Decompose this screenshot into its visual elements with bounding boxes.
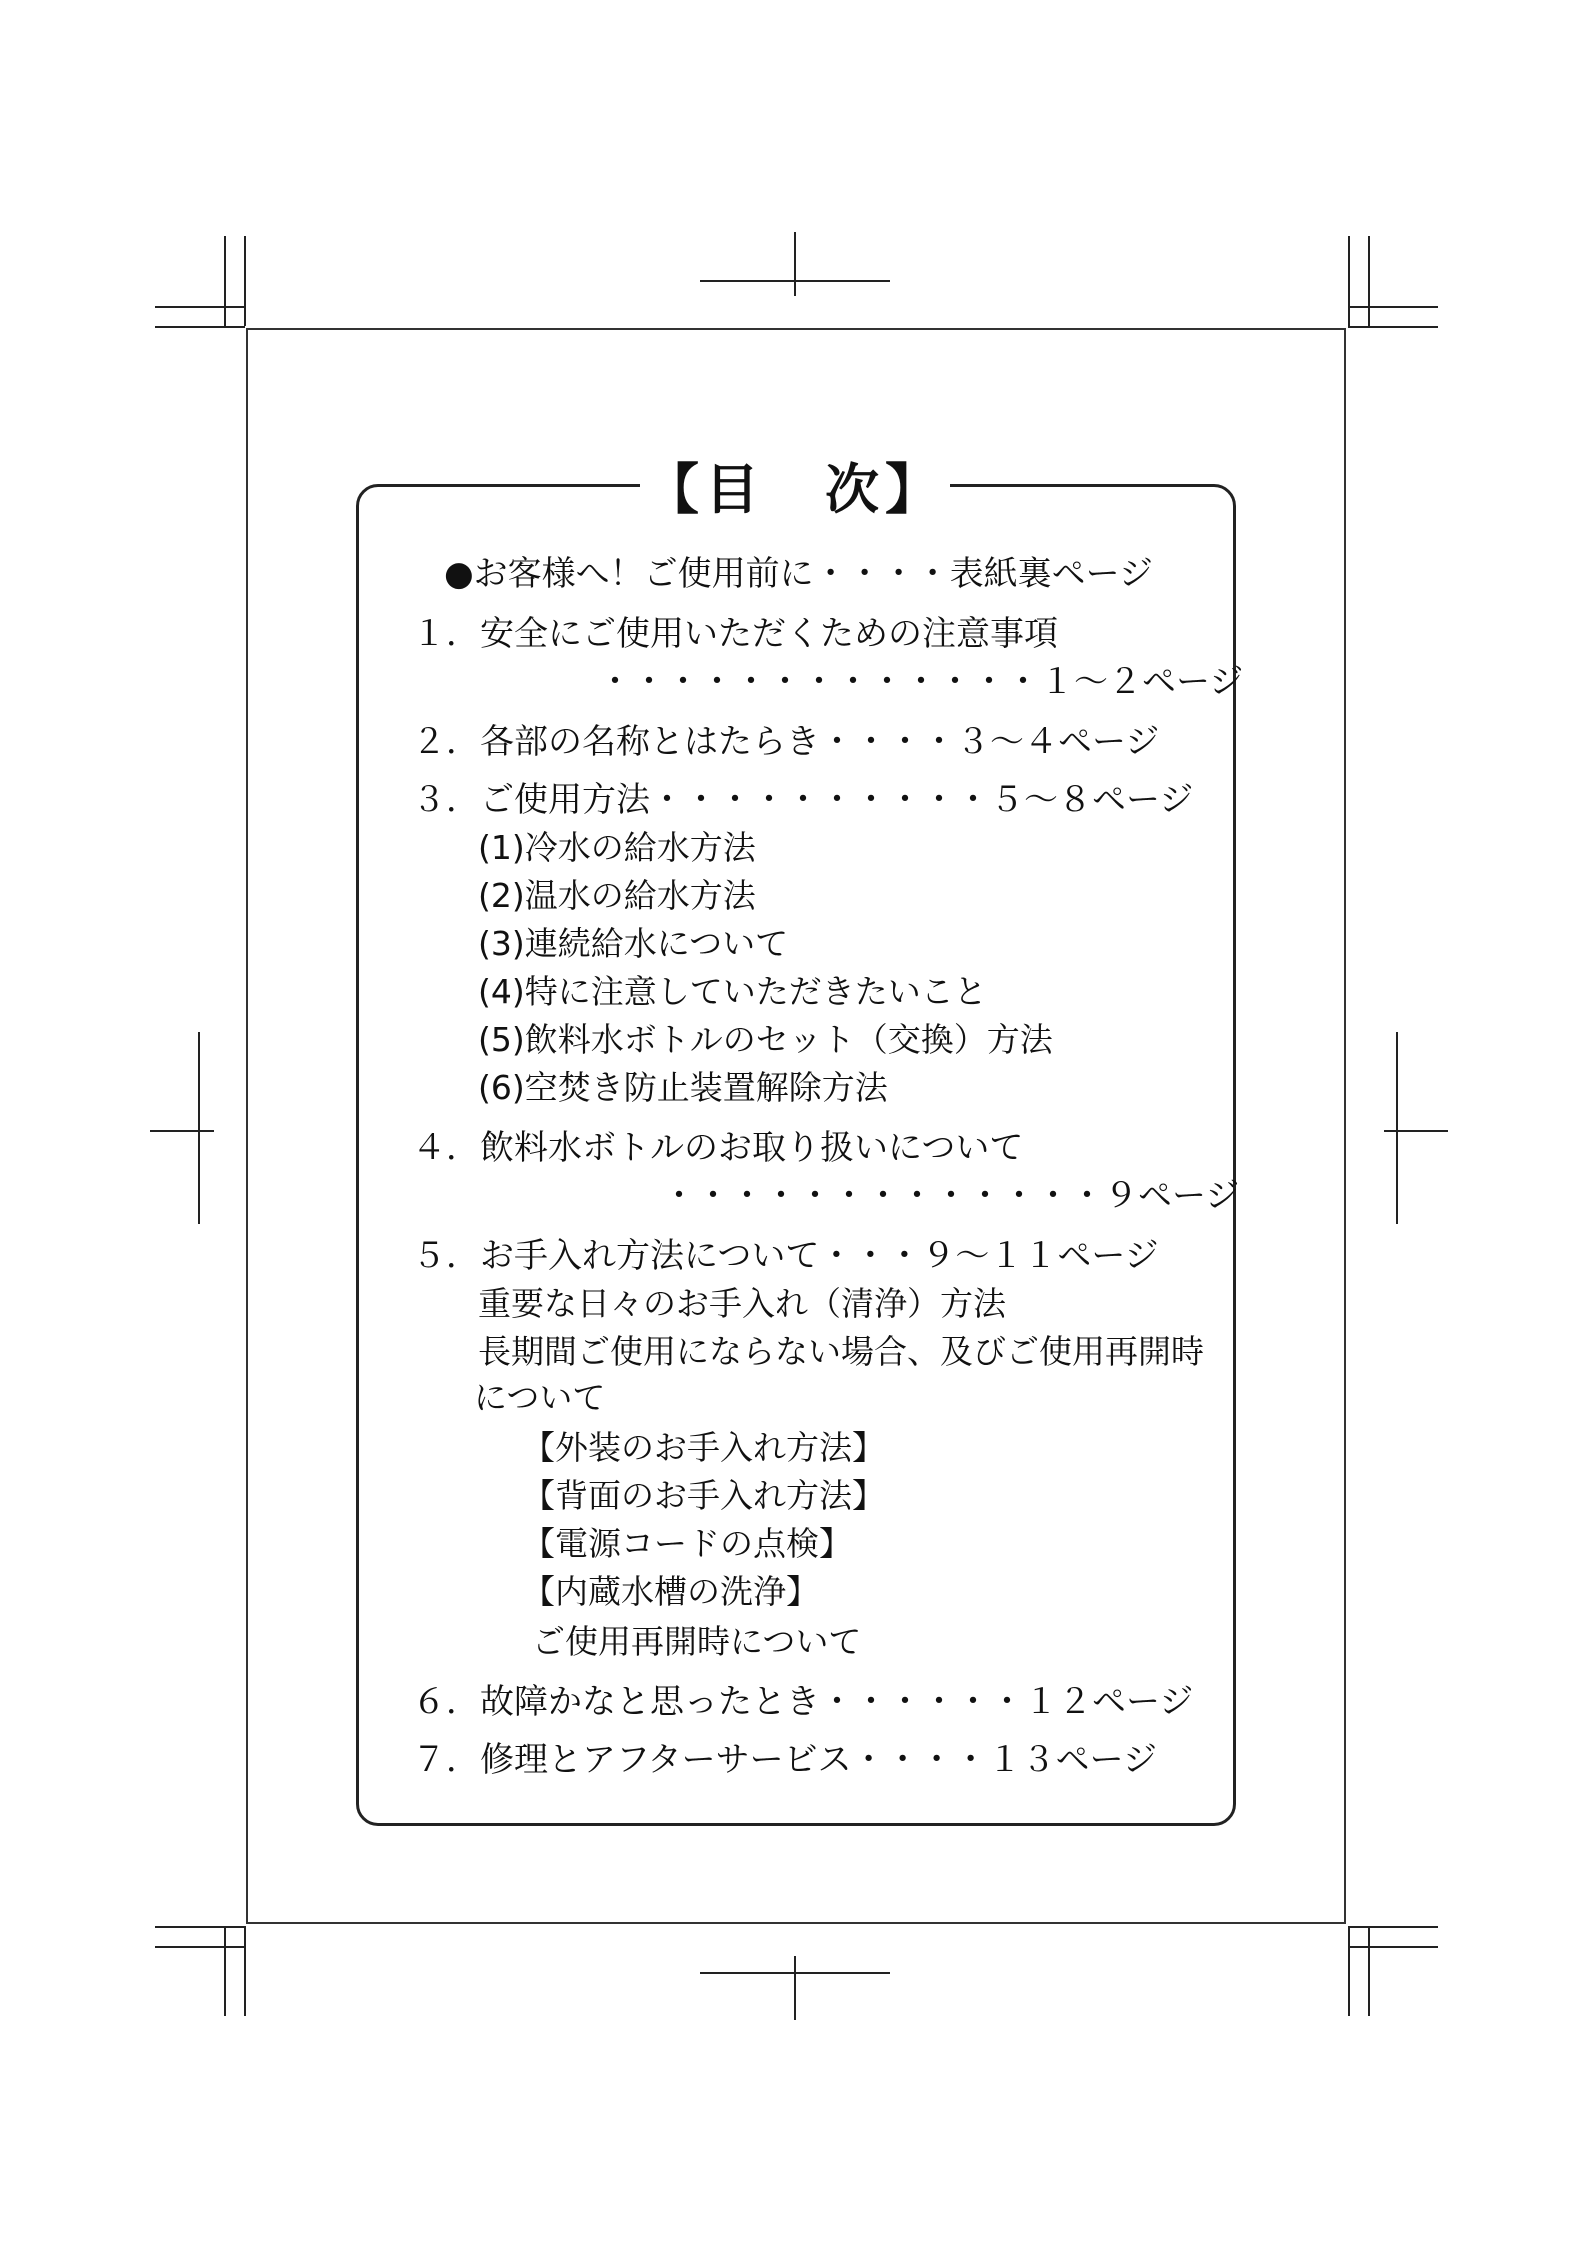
toc-item-7: ７．修理とアフターサービス・・・・１３ページ [412,1740,1157,1780]
toc-item-6: ６．故障かなと思ったとき・・・・・・１２ページ [412,1682,1194,1722]
toc-item-5: ５．お手入れ方法について・・・９～１１ページ [412,1236,1159,1276]
toc-item-5-sub-2: 【背面のお手入れ方法】 [522,1476,885,1515]
toc-item-1: １．安全にご使用いただくための注意事項 [412,614,1058,654]
toc-item-5-line-2: 長期間ご使用にならない場合、及びご使用再開時 [478,1332,1204,1371]
toc-item-5-sub-1: 【外装のお手入れ方法】 [522,1428,885,1467]
toc-item-3-sub-3: (3)連続給水について [478,924,789,963]
toc-item-3-sub-1: (1)冷水の給水方法 [478,828,756,867]
toc-item-5-sub-3: 【電源コードの点検】 [522,1524,852,1563]
toc-title: 【目 次】 [640,454,950,526]
toc-item-5-sub-5: ご使用再開時について [532,1622,862,1661]
toc-item-3-sub-4: (4)特に注意していただきたいこと [478,972,987,1011]
toc-item-5-line-3: について [474,1378,606,1417]
toc-item-2: ２．各部の名称とはたらき・・・・３～４ページ [412,722,1160,762]
toc-item-3-sub-2: (2)温水の給水方法 [478,876,756,915]
toc-item-5-sub-4: 【内蔵水槽の洗浄】 [522,1572,819,1611]
toc-item-4: ４．飲料水ボトルのお取り扱いについて [412,1128,1024,1168]
toc-item-5-line-1: 重要な日々のお手入れ（清浄）方法 [478,1284,1006,1323]
toc-intro: ●お客様へ！ご使用前に・・・・表紙裏ページ [444,554,1153,594]
toc-item-3: ３．ご使用方法・・・・・・・・・・５～８ページ [412,780,1194,820]
toc-item-3-sub-6: (6)空焚き防止装置解除方法 [478,1068,888,1107]
toc-item-3-sub-5: (5)飲料水ボトルのセット（交換）方法 [478,1020,1053,1059]
toc-item-4-pages: ・・・・・・・・・・・・・９ページ [662,1176,1240,1216]
toc-item-1-pages: ・・・・・・・・・・・・・１～２ページ [598,662,1244,702]
